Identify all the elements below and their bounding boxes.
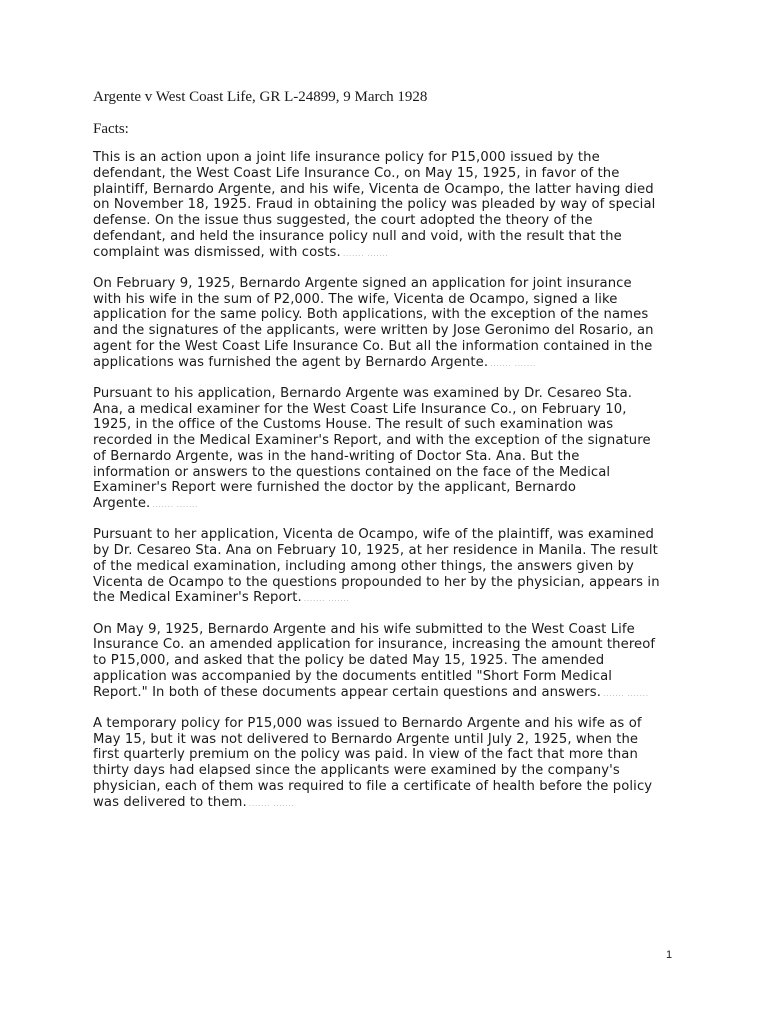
page-number: 1 bbox=[666, 949, 673, 961]
text-line: On February 9, 1925, Bernardo Argente signed an application for joint insurance bbox=[93, 275, 632, 291]
text-line: This is an action upon a joint life insurance policy for P15,000 issued by the bbox=[93, 150, 600, 165]
text-line: Vicenta de Ocampo to the questions propounded to her by the physician, appears in bbox=[93, 574, 660, 590]
text-line: Insurance Co. an amended application for insurance, increasing the amount thereof bbox=[93, 637, 656, 653]
text-line: thirty days had elapsed since the applicants were examined by the company's bbox=[93, 763, 620, 778]
paragraph bbox=[93, 716, 683, 811]
text-line: on November 18, 1925. Fraud in obtaining the policy was pleaded by way of special bbox=[93, 197, 656, 213]
text-line: plaintiff, Bernardo Argente, and his wife, Vicenta de Ocampo, the latter having died bbox=[93, 181, 654, 197]
paragraph bbox=[93, 622, 683, 701]
text-line: of the medical examination, including among other things, the answers given by bbox=[93, 558, 634, 574]
text-line: recorded in the Medical Examiner's Report, and with the exception of the signature bbox=[93, 433, 651, 448]
case-title: Argente v West Coast Life, GR L-24899, 9 March 1928 bbox=[93, 89, 428, 105]
paragraph bbox=[93, 276, 683, 371]
text-line: to P15,000, and asked that the policy be dated May 15, 1925. The amended bbox=[93, 653, 605, 668]
paragraph bbox=[93, 150, 683, 260]
text-line: by Dr. Cesareo Sta. Ana on February 10, 1925, at her residence in Manila. The result bbox=[93, 543, 658, 558]
text-line: Report." In both of these documents appear certain questions and answers. bbox=[93, 684, 601, 700]
text-line: A temporary policy for P15,000 was issued to Bernardo Argente and his wife as of bbox=[93, 715, 642, 731]
trailing-dots: ....... ....... bbox=[303, 594, 350, 604]
text-line: applications was furnished the agent by Bernardo Argente. bbox=[93, 354, 489, 370]
text-line: physician, each of them was required to file a certificate of health before the policy bbox=[93, 778, 653, 794]
facts-heading: Facts: bbox=[93, 121, 129, 137]
text-line: and the signatures of the applicants, were written by Jose Geronimo del Rosario, an bbox=[93, 323, 654, 338]
trailing-dots: ....... ....... bbox=[603, 688, 649, 698]
text-line: complaint was dismissed, with costs. bbox=[93, 244, 341, 260]
document-body bbox=[93, 150, 683, 826]
text-line: application for the same policy. Both applications, with the exception of the names bbox=[93, 307, 649, 323]
text-line: Pursuant to his application, Bernardo Argente was examined by Dr. Cesareo Sta. bbox=[93, 385, 633, 401]
text-line: defense. On the issue thus suggested, the court adopted the theory of the bbox=[93, 213, 593, 228]
paragraph bbox=[93, 527, 683, 606]
text-line: the Medical Examiner's Report. bbox=[93, 590, 302, 606]
trailing-dots: ....... ....... bbox=[248, 798, 295, 808]
text-line: with his wife in the sum of P2,000. The wife, Vicenta de Ocampo, signed a like bbox=[93, 291, 618, 307]
text-line: defendant, and held the insurance policy null and void, with the result that the bbox=[93, 228, 622, 244]
text-line: Ana, a medical examiner for the West Coast Life Insurance Co., on February 10, bbox=[93, 401, 627, 417]
text-line: of Bernardo Argente, was in the hand-writing of Doctor Sta. Ana. But the bbox=[93, 448, 580, 464]
text-line: agent for the West Coast Life Insurance Co. But all the information contained in the bbox=[93, 338, 653, 354]
text-line: May 15, but it was not delivered to Bernardo Argente until July 2, 1925, when the bbox=[93, 731, 639, 747]
text-line: first quarterly premium on the policy was paid. In view of the fact that more than bbox=[93, 747, 638, 763]
paragraph bbox=[93, 386, 683, 512]
trailing-dots: ....... ....... bbox=[152, 500, 198, 509]
text-line: Argente. bbox=[93, 496, 151, 511]
text-line: 1925, in the office of the Customs House. The result of such examination was bbox=[93, 417, 614, 433]
trailing-dots: ....... ....... bbox=[342, 248, 389, 258]
text-line: was delivered to them. bbox=[93, 794, 247, 810]
text-line: information or answers to the questions contained on the face of the Medical bbox=[93, 464, 611, 480]
text-line: application was accompanied by the documents entitled "Short Form Medical bbox=[93, 668, 613, 684]
trailing-dots: ....... ....... bbox=[490, 358, 536, 368]
text-line: Examiner's Report were furnished the doctor by the applicant, Bernardo bbox=[93, 480, 577, 496]
text-line: On May 9, 1925, Bernardo Argente and his wife submitted to the West Coast Life bbox=[93, 621, 635, 637]
text-line: Pursuant to her application, Vicenta de Ocampo, wife of the plaintiff, was examined bbox=[93, 527, 654, 543]
text-line: defendant, the West Coast Life Insurance Co., on May 15, 1925, in favor of the bbox=[93, 165, 620, 181]
